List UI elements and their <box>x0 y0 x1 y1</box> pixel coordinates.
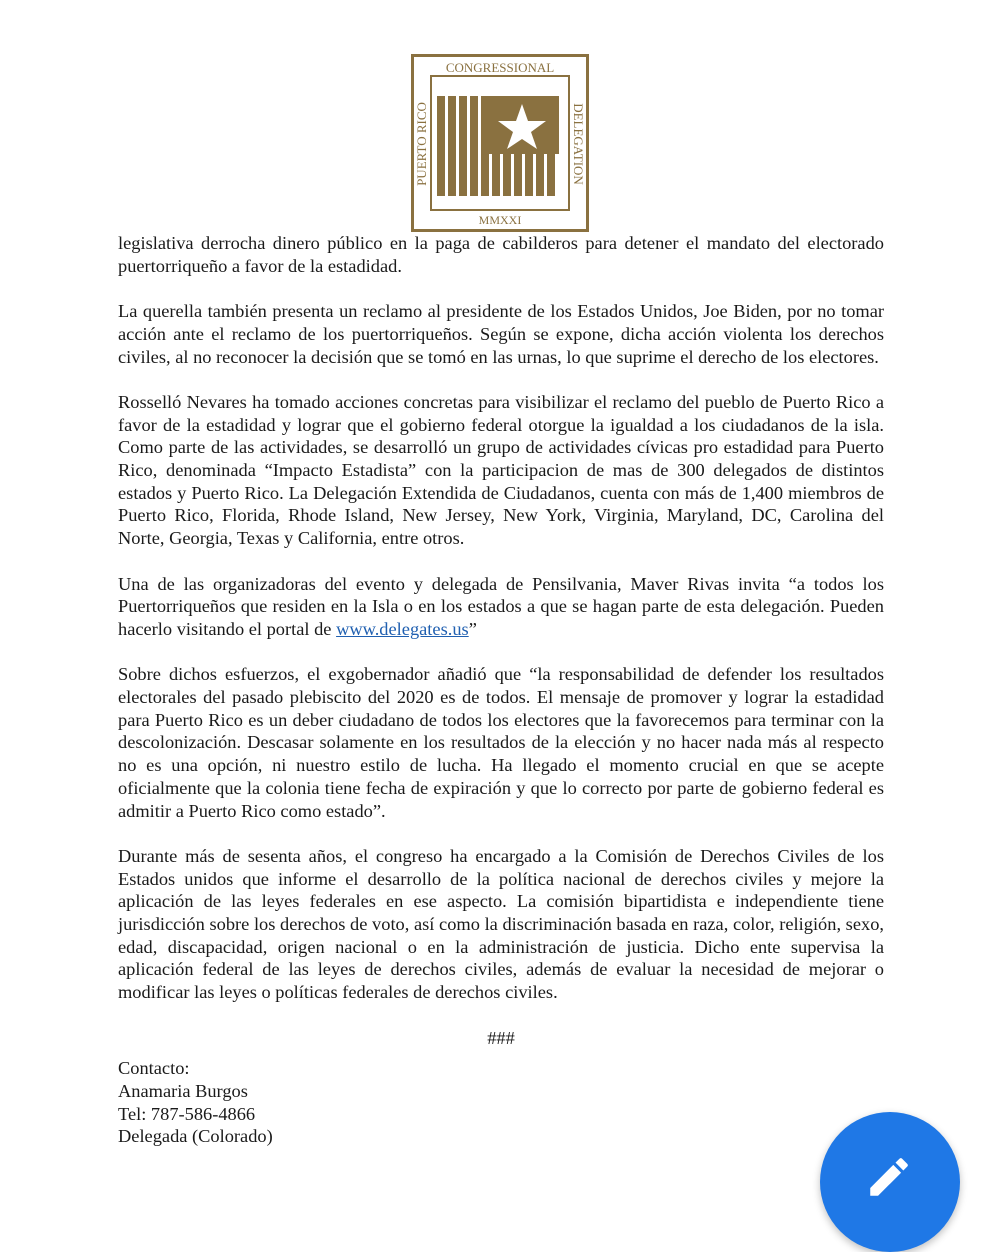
logo-left-text: PUERTO RICO <box>414 102 429 186</box>
paragraph-4-text: Una de las organizadoras del evento y delegada de Pensilvania, Maver Rivas invita “a todos los Puertorriqueños que residen en la Isla o en los estados a que se hagan parte de esta delegación. Pueden hacerlo visitando el portal de <box>118 573 884 639</box>
paragraph-6: Durante más de sesenta años, el congreso ha encargado a la Comisión de Derechos Civiles de los Estados unidos que informe el desarrollo de la política nacional de derechos civiles y mejore la aplicación de las leyes federales en ese aspecto. La comisión bipartidista e independiente tiene jurisdicción sobre los derechos de voto, así como la discriminación basada en raza, color, religión, sexo, edad, discapacidad, origen nacional o en la administración de justicia. Dicho ente supervisa la aplicación federal de las leyes de derechos civiles, además de evaluar la necesidad de mejorar o modificar las leyes o políticas federales de derechos civiles. <box>118 845 884 1003</box>
logo-bottom-text: MMXXI <box>478 213 522 227</box>
paragraph-4 <box>118 573 884 641</box>
paragraph-3: Rosselló Nevares ha tomado acciones concretas para visibilizar el reclamo del pueblo de Puerto Rico a favor de la estadidad y lograr que el gobierno federal otorgue la igualdad a los ciudadanos de la isla. Como parte de las actividades, se desarrolló un grupo de actividades cívicas pro estadidad para Puerto Rico, denominada “Impacto Estadista” con la participacion de mas de 300 delegados de distintos estados y Puerto Rico. La Delegación Extendida de Ciudadanos, cuenta con más de 1,400 miembros de Puerto Rico, Florida, Rhode Island, New Jersey, New York, Virginia, Maryland, DC, Carolina del Norte, Georgia, Texas y California, entre otros. <box>118 391 884 549</box>
contact-name: Anamaria Burgos <box>118 1080 248 1101</box>
logo-emblem <box>411 54 589 232</box>
paragraph-1: legislativa derrocha dinero público en la paga de cabilderos para detener el mandato del electorado puertorriqueño a favor de la estadidad. <box>118 233 884 276</box>
paragraph-5: Sobre dichos esfuerzos, el exgobernador añadió que “la responsabilidad de defender los resultados electorales del pasado plebiscito del 2020 es de todos. El mensaje de promover y lograr la estadidad para Puerto Rico es un deber ciudadano de todos los electores que la favorecemos para terminar con la descolonización. Descasar solamente en los resultados de la elección y no hacer nada más al respecto no es una opción, ni nuestro estilo de lucha. Ha llegado el momento crucial en que se acepte oficialmente que la colonia tiene fecha de expiración y que lo correcto por parte de gobierno federal es admitir a Puerto Rico como estado”. <box>118 664 884 821</box>
paragraph-2: La querella también presenta un reclamo al presidente de los Estados Unidos, Joe Biden, por no tomar acción ante el reclamo de los puertorriqueños. Según se expone, dicha acción violenta los derechos civiles, al no reconocer la decisión que se tomó en las urnas, lo que suprime el derecho de los electores. <box>118 301 884 367</box>
document-body <box>118 232 884 1148</box>
contact-role: Delegada (Colorado) <box>118 1126 273 1147</box>
paragraph-4-closing: ” <box>468 618 477 639</box>
pencil-icon <box>864 1152 914 1202</box>
contact-block <box>118 1057 884 1148</box>
logo-top-text: CONGRESSIONAL <box>445 60 555 75</box>
edit-fab-button[interactable] <box>820 1112 960 1252</box>
delegates-link[interactable]: www.delegates.us <box>336 618 469 639</box>
contact-heading: Contacto: <box>118 1058 190 1079</box>
contact-phone: Tel: 787-586-4866 <box>118 1103 256 1124</box>
congressional-delegation-logo <box>411 54 589 232</box>
section-separator: ### <box>487 1027 515 1048</box>
logo-right-text: DELEGATION <box>571 103 586 185</box>
